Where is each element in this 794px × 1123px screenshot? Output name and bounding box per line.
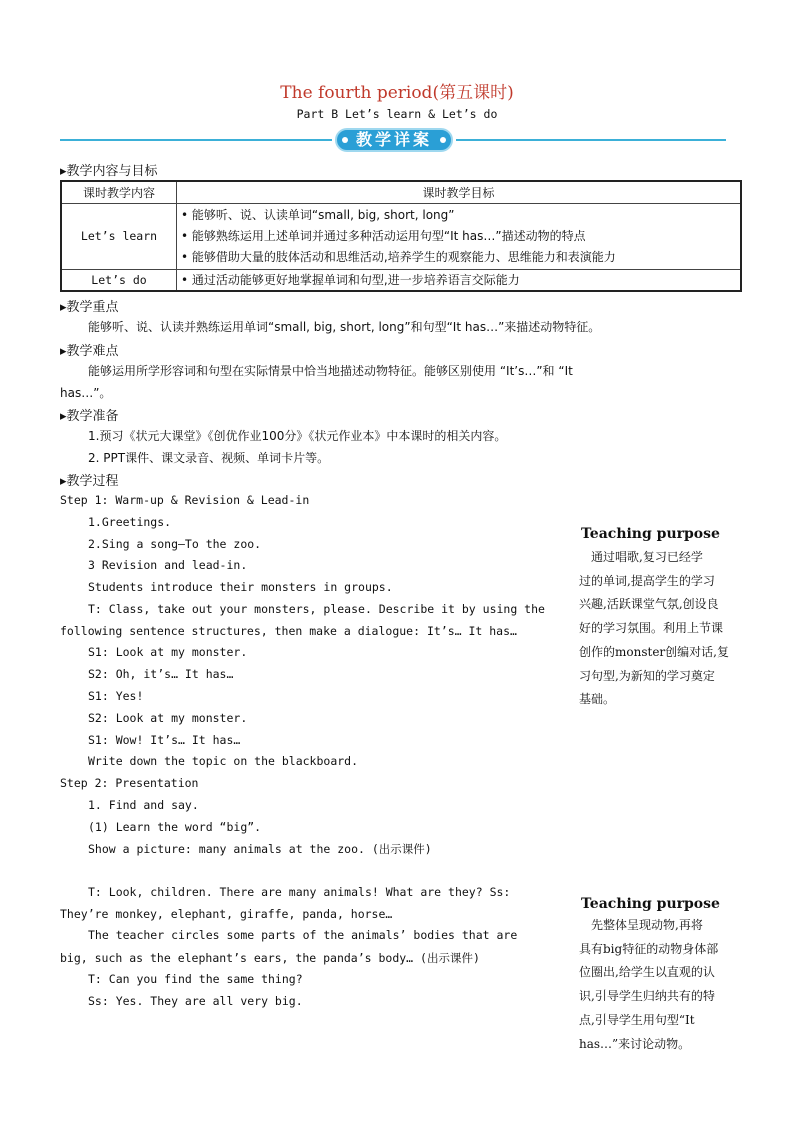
process-line: 1.Greetings. — [88, 515, 172, 529]
purpose-line: 识,引导学生归纳共有的特 — [579, 989, 715, 1004]
table-cell-goals — [177, 203, 742, 269]
process-line: They’re monkey, elephant, giraffe, panda, horse… — [60, 907, 393, 921]
purpose-line: 基础。 — [579, 692, 616, 707]
goals-table — [60, 180, 742, 292]
process-line: S1: Yes! — [88, 689, 144, 703]
table-row — [61, 203, 741, 269]
key-points-text: 能够听、说、认读并熟练运用单词“small, big, short, long”和句型“It has…”来描述动物特征。 — [88, 320, 601, 334]
section-heading-content-goals: ▸教学内容与目标 — [60, 164, 158, 179]
process-line: T: Class, take out your monsters, please. Describe it by using the — [88, 602, 545, 616]
table-header-row — [61, 181, 741, 203]
table-row — [61, 269, 741, 291]
process-line: Write down the topic on the blackboard. — [88, 754, 359, 768]
process-line: following sentence structures, then make a dialogue: It’s… It has… — [60, 624, 517, 638]
goal-item: • 能够借助大量的肢体活动和思维活动,培养学生的观察能力、思维能力和表演能力 — [181, 249, 616, 264]
process-line: 2.Sing a song—To the zoo. — [88, 537, 262, 551]
teaching-purpose-body — [579, 914, 751, 1056]
process-line: S2: Look at my monster. — [88, 711, 248, 725]
purpose-line: 位圈出,给学生以直观的认 — [579, 965, 715, 980]
preparation-item: 1.预习《状元大课堂》《创优作业100分》《状元作业本》中本课时的相关内容。 — [88, 429, 507, 443]
process-line: Ss: Yes. They are all very big. — [88, 994, 303, 1008]
section-badge — [334, 127, 454, 153]
purpose-line: 兴趣,活跃课堂气氛,创设良 — [579, 597, 719, 612]
table-header-goals: 课时教学目标 — [177, 181, 742, 203]
section-heading-difficulties: ▸教学难点 — [60, 344, 119, 359]
process-line: 3 Revision and lead-in. — [88, 558, 248, 572]
step-heading: Step 1: Warm-up & Revision & Lead-in — [60, 493, 310, 507]
header-rule-right — [456, 139, 726, 141]
goal-item: • 通过活动能够更好地掌握单词和句型,进一步培养语言交际能力 — [181, 273, 520, 288]
purpose-line: 创作的monster创编对话,复 — [579, 644, 729, 659]
process-line: S2: Oh, it’s… It has… — [88, 667, 234, 681]
teaching-purpose-heading: Teaching purpose — [581, 526, 720, 542]
difficulties-text-line2: has…”。 — [60, 386, 112, 400]
process-line: T: Can you find the same thing? — [88, 972, 303, 986]
process-line: The teacher circles some parts of the animals’ bodies that are — [88, 928, 518, 942]
purpose-line: 点,引导学生用句型“It — [579, 1012, 695, 1027]
teaching-purpose-body — [579, 546, 751, 712]
purpose-line: has…”来讨论动物。 — [579, 1036, 691, 1051]
difficulties-text-line1: 能够运用所学形容词和句型在实际情景中恰当地描述动物特征。能够区别使用 “It’s…”和 “It — [88, 364, 573, 378]
table-header-content: 课时教学内容 — [61, 181, 177, 203]
table-cell-content: Let’s learn — [61, 203, 177, 269]
purpose-line: 通过唱歌,复习已经学 — [579, 550, 703, 564]
preparation-item: 2. PPT课件、课文录音、视频、单词卡片等。 — [88, 451, 330, 465]
table-cell-content: Let’s do — [61, 269, 177, 291]
step-heading: Step 2: Presentation — [60, 776, 199, 790]
goal-item: • 能够听、说、认读单词“small, big, short, long” — [181, 207, 455, 222]
process-line: 1. Find and say. — [88, 798, 199, 812]
process-line: T: Look, children. There are many animals! What are they? Ss: — [88, 885, 511, 899]
process-line: (1) Learn the word “big”. — [88, 820, 262, 834]
process-line: big, such as the elephant’s ears, the panda’s body… (出示课件) — [60, 951, 480, 965]
table-cell-goals — [177, 269, 742, 291]
purpose-line: 好的学习氛围。利用上节课 — [579, 621, 724, 636]
process-line: Show a picture: many animals at the zoo. (出示课件) — [88, 842, 432, 856]
process-line: S1: Wow! It’s… It has… — [88, 733, 241, 747]
teaching-purpose-heading: Teaching purpose — [581, 896, 720, 912]
page-title: The fourth period(第五课时) — [280, 83, 514, 103]
process-line: Students introduce their monsters in groups. — [88, 580, 393, 594]
purpose-line: 过的单词,提高学生的学习 — [579, 573, 715, 588]
purpose-line: 先整体呈现动物,再将 — [579, 918, 703, 932]
badge-label: 教学详案 — [355, 130, 432, 149]
section-heading-key-points: ▸教学重点 — [60, 300, 119, 315]
section-heading-preparation: ▸教学准备 — [60, 409, 119, 424]
page-subtitle: Part B Let’s learn & Let’s do — [296, 107, 498, 121]
goal-item: • 能够熟练运用上述单词并通过多种活动运用句型“It has…”描述动物的特点 — [181, 228, 586, 243]
section-heading-process: ▸教学过程 — [60, 474, 119, 489]
process-line: S1: Look at my monster. — [88, 645, 248, 659]
purpose-line: 习句型,为新知的学习奠定 — [579, 668, 715, 683]
purpose-line: 具有big特征的动物身体部 — [579, 941, 719, 956]
header-rule-left — [60, 139, 332, 141]
